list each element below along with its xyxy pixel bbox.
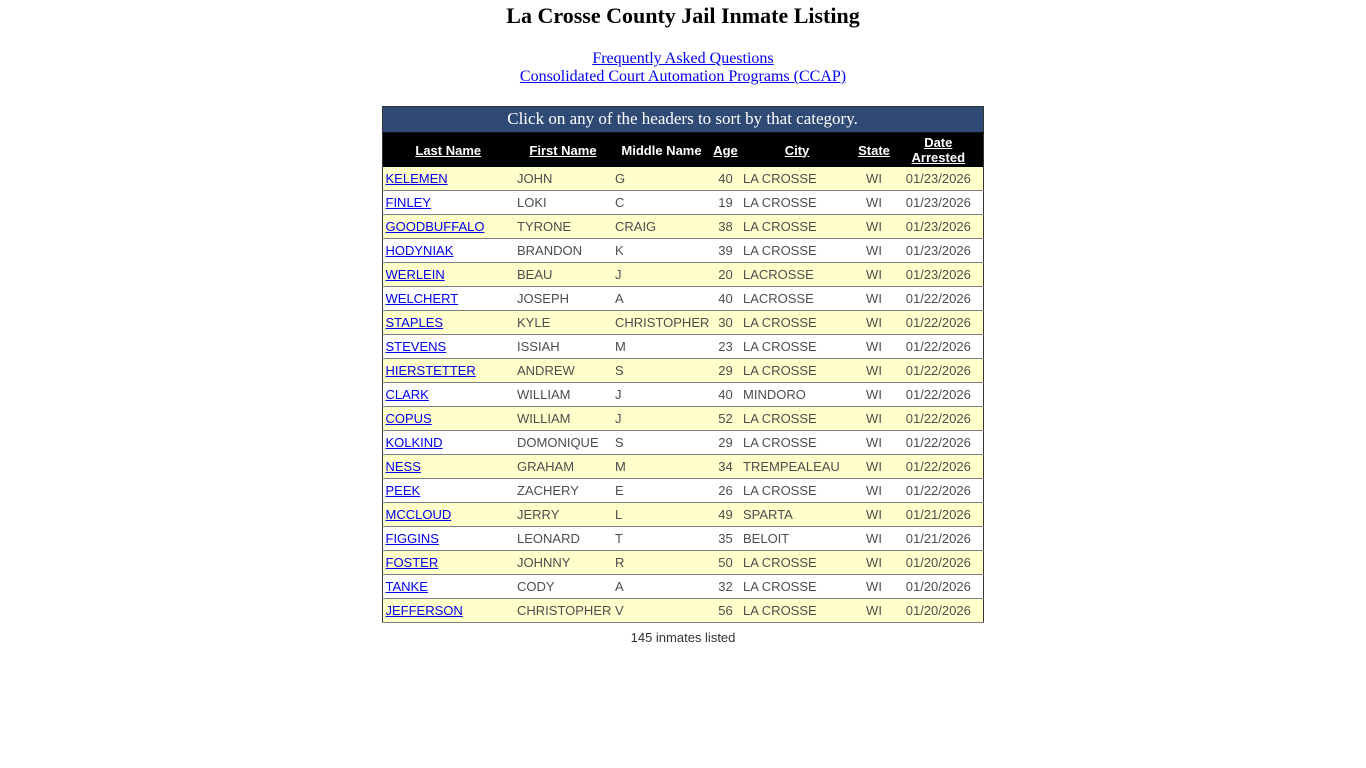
cell-date-arrested: 01/23/2026	[894, 263, 983, 287]
cell-date-arrested: 01/20/2026	[894, 575, 983, 599]
ccap-link[interactable]: Consolidated Court Automation Programs (CCAP)	[519, 68, 847, 85]
cell-city: LA CROSSE	[740, 575, 854, 599]
table-row	[382, 335, 983, 359]
table-row	[382, 455, 983, 479]
cell-age: 35	[711, 527, 740, 551]
cell-age: 23	[711, 335, 740, 359]
cell-last-name	[382, 431, 514, 455]
inmate-table-container	[382, 106, 985, 627]
cell-age: 40	[711, 167, 740, 191]
inmate-detail-link[interactable]: HODYNIAK	[385, 243, 454, 258]
cell-first-name: ANDREW	[514, 359, 612, 383]
cell-middle-name: E	[612, 479, 711, 503]
cell-state: WI	[854, 575, 894, 599]
cell-state: WI	[854, 167, 894, 191]
cell-city: LA CROSSE	[740, 215, 854, 239]
column-header-state[interactable]	[854, 133, 894, 168]
cell-city: LA CROSSE	[740, 599, 854, 623]
cell-last-name	[382, 167, 514, 191]
cell-date-arrested: 01/20/2026	[894, 599, 983, 623]
top-links	[0, 50, 1366, 86]
cell-first-name: JOHN	[514, 167, 612, 191]
table-row	[382, 167, 983, 191]
cell-city: LA CROSSE	[740, 191, 854, 215]
cell-last-name	[382, 335, 514, 359]
table-row	[382, 599, 983, 623]
cell-date-arrested: 01/22/2026	[894, 407, 983, 431]
cell-age: 40	[711, 383, 740, 407]
inmate-detail-link[interactable]: PEEK	[385, 483, 421, 498]
cell-city: TREMPEALEAU	[740, 455, 854, 479]
cell-state: WI	[854, 359, 894, 383]
sort-instruction-bar	[382, 107, 983, 133]
inmate-detail-link[interactable]: GOODBUFFALO	[385, 219, 485, 234]
column-header-label: Age	[713, 142, 738, 158]
inmate-count: 145 inmates listed	[630, 630, 736, 645]
cell-middle-name: R	[612, 551, 711, 575]
cell-middle-name: G	[612, 167, 711, 191]
cell-city: LA CROSSE	[740, 167, 854, 191]
cell-state: WI	[854, 479, 894, 503]
cell-middle-name: S	[612, 431, 711, 455]
cell-middle-name: J	[612, 263, 711, 287]
cell-first-name: GRAHAM	[514, 455, 612, 479]
cell-middle-name: J	[612, 383, 711, 407]
cell-state: WI	[854, 263, 894, 287]
cell-age: 49	[711, 503, 740, 527]
cell-last-name	[382, 359, 514, 383]
inmate-table	[382, 106, 984, 623]
cell-age: 29	[711, 359, 740, 383]
cell-state: WI	[854, 311, 894, 335]
cell-date-arrested: 01/23/2026	[894, 167, 983, 191]
inmate-detail-link[interactable]: HIERSTETTER	[385, 363, 476, 378]
table-row	[382, 215, 983, 239]
cell-last-name	[382, 479, 514, 503]
cell-date-arrested: 01/22/2026	[894, 359, 983, 383]
column-header-label: Middle Name	[621, 142, 702, 158]
column-header-label: First Name	[529, 142, 597, 158]
cell-state: WI	[854, 191, 894, 215]
inmate-detail-link[interactable]: FINLEY	[385, 195, 432, 210]
column-header-middle-name[interactable]	[612, 133, 711, 168]
cell-age: 52	[711, 407, 740, 431]
table-row	[382, 575, 983, 599]
inmate-detail-link[interactable]: KOLKIND	[385, 435, 443, 450]
cell-state: WI	[854, 503, 894, 527]
cell-last-name	[382, 551, 514, 575]
cell-middle-name: J	[612, 407, 711, 431]
cell-city: LA CROSSE	[740, 359, 854, 383]
cell-last-name	[382, 263, 514, 287]
cell-state: WI	[854, 287, 894, 311]
cell-last-name	[382, 191, 514, 215]
table-row	[382, 383, 983, 407]
page-title: La Crosse County Jail Inmate Listing	[506, 3, 860, 28]
inmate-detail-link[interactable]: CLARK	[385, 387, 429, 402]
cell-first-name: JOSEPH	[514, 287, 612, 311]
cell-middle-name: M	[612, 335, 711, 359]
cell-date-arrested: 01/23/2026	[894, 215, 983, 239]
column-header-date-arrested[interactable]	[894, 133, 983, 168]
cell-middle-name: CHRISTOPHER	[612, 311, 711, 335]
cell-first-name: BEAU	[514, 263, 612, 287]
cell-state: WI	[854, 239, 894, 263]
cell-date-arrested: 01/22/2026	[894, 383, 983, 407]
cell-middle-name: K	[612, 239, 711, 263]
inmate-detail-link[interactable]: WELCHERT	[385, 291, 459, 306]
table-row	[382, 311, 983, 335]
cell-city: LA CROSSE	[740, 407, 854, 431]
inmate-detail-link[interactable]: NESS	[385, 459, 421, 474]
cell-middle-name: A	[612, 287, 711, 311]
cell-age: 40	[711, 287, 740, 311]
cell-age: 26	[711, 479, 740, 503]
cell-state: WI	[854, 407, 894, 431]
cell-date-arrested: 01/22/2026	[894, 311, 983, 335]
column-header-age[interactable]	[711, 133, 740, 168]
cell-first-name: ZACHERY	[514, 479, 612, 503]
cell-city: LACROSSE	[740, 263, 854, 287]
cell-middle-name: V	[612, 599, 711, 623]
cell-age: 34	[711, 455, 740, 479]
inmate-detail-link[interactable]: FOSTER	[385, 555, 439, 570]
cell-city: MINDORO	[740, 383, 854, 407]
table-row	[382, 527, 983, 551]
cell-last-name	[382, 503, 514, 527]
cell-city: LA CROSSE	[740, 311, 854, 335]
cell-first-name: WILLIAM	[514, 407, 612, 431]
cell-last-name	[382, 287, 514, 311]
cell-date-arrested: 01/21/2026	[894, 503, 983, 527]
cell-date-arrested: 01/22/2026	[894, 287, 983, 311]
table-row	[382, 359, 983, 383]
column-header-label: City	[784, 142, 810, 158]
cell-first-name: JERRY	[514, 503, 612, 527]
inmate-detail-link[interactable]: FIGGINS	[385, 531, 439, 546]
cell-city: LA CROSSE	[740, 551, 854, 575]
inmate-detail-link[interactable]: MCCLOUD	[385, 507, 452, 522]
cell-date-arrested: 01/23/2026	[894, 239, 983, 263]
column-header-first-name[interactable]	[514, 133, 612, 168]
table-row	[382, 407, 983, 431]
cell-state: WI	[854, 551, 894, 575]
cell-first-name: TYRONE	[514, 215, 612, 239]
table-row	[382, 263, 983, 287]
table-row	[382, 503, 983, 527]
cell-city: LA CROSSE	[740, 335, 854, 359]
cell-date-arrested: 01/22/2026	[894, 335, 983, 359]
table-row	[382, 287, 983, 311]
table-row	[382, 551, 983, 575]
cell-city: SPARTA	[740, 503, 854, 527]
cell-age: 30	[711, 311, 740, 335]
cell-last-name	[382, 239, 514, 263]
cell-state: WI	[854, 215, 894, 239]
column-header-last-name[interactable]	[382, 133, 514, 168]
cell-age: 32	[711, 575, 740, 599]
cell-last-name	[382, 407, 514, 431]
cell-last-name	[382, 455, 514, 479]
cell-last-name	[382, 575, 514, 599]
cell-city: LA CROSSE	[740, 431, 854, 455]
inmate-table-body	[382, 167, 983, 623]
inmate-detail-link[interactable]: KELEMEN	[385, 171, 448, 186]
column-header-label: Date Arrested	[911, 135, 966, 165]
cell-date-arrested: 01/22/2026	[894, 431, 983, 455]
cell-city: LA CROSSE	[740, 479, 854, 503]
table-row	[382, 191, 983, 215]
cell-last-name	[382, 599, 514, 623]
column-header-label: Last Name	[415, 142, 482, 158]
cell-first-name: LEONARD	[514, 527, 612, 551]
cell-date-arrested: 01/23/2026	[894, 191, 983, 215]
cell-last-name	[382, 215, 514, 239]
sort-instruction-text: Click on any of the headers to sort by that category.	[382, 107, 983, 133]
inmate-detail-link[interactable]: STEVENS	[385, 339, 447, 354]
cell-age: 20	[711, 263, 740, 287]
column-header-label: State	[858, 142, 890, 158]
table-row	[382, 239, 983, 263]
cell-last-name	[382, 311, 514, 335]
cell-age: 39	[711, 239, 740, 263]
cell-middle-name: C	[612, 191, 711, 215]
cell-middle-name: T	[612, 527, 711, 551]
inmate-detail-link[interactable]: TANKE	[385, 579, 428, 594]
cell-state: WI	[854, 455, 894, 479]
cell-city: LACROSSE	[740, 287, 854, 311]
cell-state: WI	[854, 599, 894, 623]
cell-first-name: DOMONIQUE	[514, 431, 612, 455]
cell-state: WI	[854, 431, 894, 455]
cell-first-name: CHRISTOPHER	[514, 599, 612, 623]
cell-state: WI	[854, 383, 894, 407]
cell-first-name: WILLIAM	[514, 383, 612, 407]
cell-state: WI	[854, 335, 894, 359]
cell-last-name	[382, 527, 514, 551]
cell-first-name: ISSIAH	[514, 335, 612, 359]
cell-age: 29	[711, 431, 740, 455]
cell-age: 19	[711, 191, 740, 215]
cell-middle-name: A	[612, 575, 711, 599]
inmate-detail-link[interactable]: JEFFERSON	[385, 603, 463, 618]
table-row	[382, 479, 983, 503]
cell-date-arrested: 01/21/2026	[894, 527, 983, 551]
cell-first-name: LOKI	[514, 191, 612, 215]
inmate-detail-link[interactable]: COPUS	[385, 411, 432, 426]
cell-date-arrested: 01/22/2026	[894, 479, 983, 503]
cell-state: WI	[854, 527, 894, 551]
cell-middle-name: M	[612, 455, 711, 479]
cell-first-name: KYLE	[514, 311, 612, 335]
cell-age: 38	[711, 215, 740, 239]
cell-age: 56	[711, 599, 740, 623]
cell-city: BELOIT	[740, 527, 854, 551]
cell-middle-name: S	[612, 359, 711, 383]
cell-first-name: CODY	[514, 575, 612, 599]
column-header-city[interactable]	[740, 133, 854, 168]
cell-city: LA CROSSE	[740, 239, 854, 263]
cell-date-arrested: 01/22/2026	[894, 455, 983, 479]
cell-first-name: JOHNNY	[514, 551, 612, 575]
inmate-detail-link[interactable]: STAPLES	[385, 315, 444, 330]
column-header-row	[382, 133, 983, 168]
cell-last-name	[382, 383, 514, 407]
cell-age: 50	[711, 551, 740, 575]
cell-date-arrested: 01/20/2026	[894, 551, 983, 575]
cell-middle-name: L	[612, 503, 711, 527]
inmate-detail-link[interactable]: WERLEIN	[385, 267, 445, 282]
cell-middle-name: CRAIG	[612, 215, 711, 239]
table-row	[382, 431, 983, 455]
cell-first-name: BRANDON	[514, 239, 612, 263]
faq-link[interactable]: Frequently Asked Questions	[592, 50, 774, 67]
